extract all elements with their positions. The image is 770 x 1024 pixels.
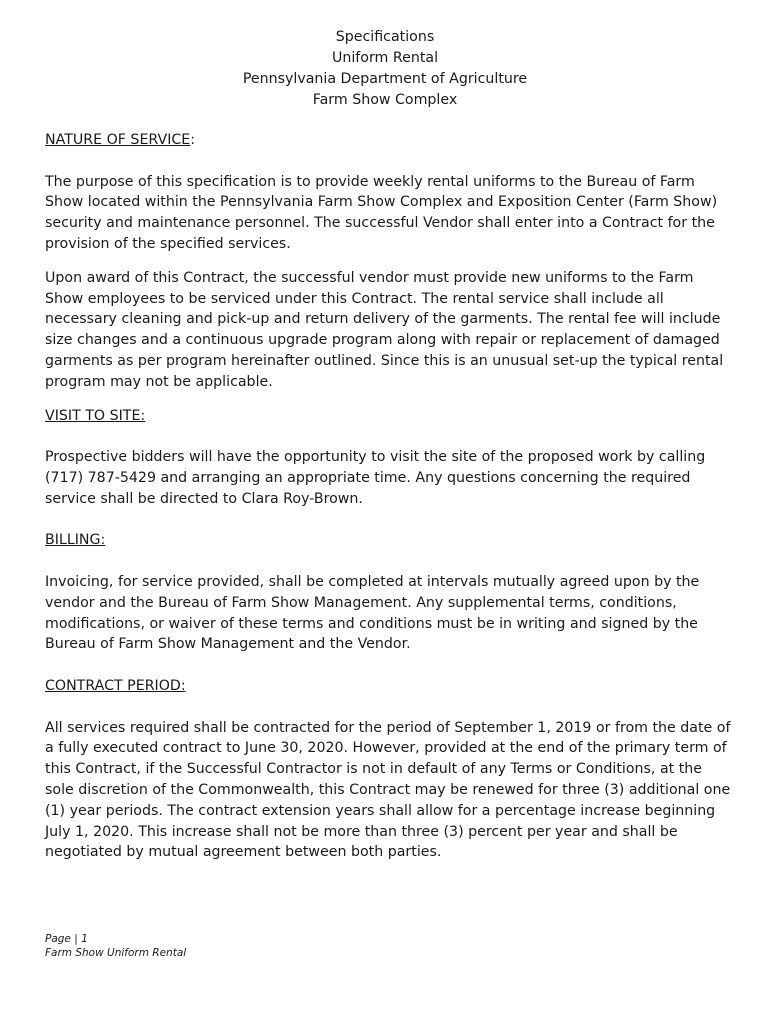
heading-nature-text: NATURE OF SERVICE [45,132,191,148]
heading-nature-colon: : [190,132,196,148]
heading-visit-to-site: VISIT TO SITE: [45,407,146,424]
title-uniform-rental: Uniform Rental [331,50,439,66]
document-title [0,27,770,111]
footer-page-number: Page | 1 [45,933,88,945]
visit-paragraph-1: Prospective bidders will have the opportunity to visit the site of the proposed work by calling (717) 787-5429 and arranging an appropriate time. Any questions concerning the required service shall be directed to Clara Roy-Brown. [45,449,706,507]
heading-billing: BILLING: [45,532,106,549]
document-body [45,130,735,863]
nature-paragraph-2: Upon award of this Contract, the successful vendor must provide new uniforms to the Farm Show employees to be serviced under this Contract. The rental service shall include all necessary cleaning and pick-up and return delivery of the garments. The rental fee will include size changes and a continuous upgrade program along with repair or replacement of damaged garments as per program hereinafter outlined. Since this is an unusual set-up the typical rental program may not be applicable. [45,269,724,390]
heading-contract-period: CONTRACT PERIOD: [45,677,186,694]
heading-nature-of-service [45,130,735,151]
title-complex: Farm Show Complex [312,92,458,108]
contract-paragraph-1: All services required shall be contracted for the period of September 1, 2019 or from the date of a fully executed contract to June 30, 2020. However, provided at the end of the primary term of this Contract, if the Successful Contractor is not in default of any Terms or Conditions, at the sole discretion of the Commonwealth, this Contract may be renewed for three (3) additional one (1) year periods. The contract extension years shall allow for a percentage increase beginning July 1, 2020. This increase shall not be more than three (3) percent per year and shall be negotiated by mutual agreement between both parties. [45,719,731,861]
footer-doc-title: Farm Show Uniform Rental [45,947,187,959]
title-department: Pennsylvania Department of Agriculture [242,71,528,87]
page-footer [45,932,186,960]
billing-paragraph-1: Invoicing, for service provided, shall be completed at intervals mutually agreed upon by the vendor and the Bureau of Farm Show Management. Any supplemental terms, conditions, modifications, or waiver of these terms and conditions must be in writing and signed by the Bureau of Farm Show Management and the Vendor. [45,573,700,653]
title-specifications: Specifications [335,29,435,45]
nature-paragraph-1: The purpose of this specification is to provide weekly rental uniforms to the Bureau of Farm Show located within the Pennsylvania Farm Show Complex and Exposition Center (Farm Show) security and maintenance personnel. The successful Vendor shall enter into a Contract for the provision of the specified services. [45,173,718,252]
